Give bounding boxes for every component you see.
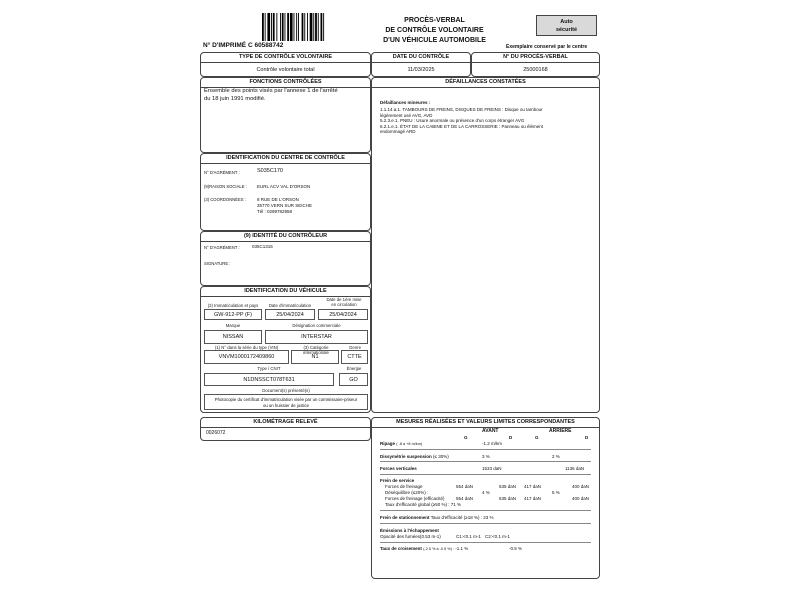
divider	[380, 461, 591, 462]
barcode-bar	[313, 13, 314, 41]
vertical-forces-front: 1533 daN	[482, 466, 502, 471]
model-value: INTERSTAR	[265, 330, 368, 344]
energy-value: GO	[339, 373, 368, 386]
barcode-bar	[307, 13, 308, 41]
control-type-box	[200, 52, 371, 77]
reg-label: (2) Immatriculation et pays	[207, 303, 259, 308]
rolling-limit: (-2.5 % à -0.5 %) :	[423, 547, 455, 551]
center-title: IDENTIFICATION DU CENTRE DE CONTRÔLE	[201, 154, 370, 164]
defect-line: endommagé ARD	[380, 129, 416, 135]
category-value: N1	[291, 350, 339, 364]
address-line: Tél : 0299782958	[257, 209, 293, 214]
barcode-bar	[294, 13, 295, 41]
divider	[380, 523, 591, 524]
barcode-bar	[265, 13, 266, 41]
center-agreement-value: S035C170	[257, 168, 283, 174]
signature-label: SIGNATURE :	[204, 261, 231, 266]
rolling-rear: -0.5 %	[509, 546, 523, 551]
defects-box	[371, 77, 600, 413]
barcode-bar	[290, 13, 293, 41]
imbalance-rear: 5 %	[552, 490, 560, 495]
barcode-bar	[315, 13, 317, 41]
controller-title: (9) IDENTITÉ DU CONTRÔLEUR	[201, 232, 370, 242]
form-number: N° D'IMPRIMÉ C 60588742	[203, 42, 284, 49]
category-label: (3) Catégorie internationale	[303, 345, 329, 355]
genre-value: CTTE	[341, 350, 368, 364]
date-box	[371, 52, 471, 77]
copy-note: Exemplaire conservé par le centre	[506, 44, 588, 50]
measures-title: MESURES RÉALISÉES ET VALEURS LIMITES CORRESPONDANTES	[372, 418, 599, 428]
controller-box	[200, 231, 371, 286]
barcode-bar	[280, 13, 281, 41]
ripage-label: Ripage	[380, 441, 396, 446]
center-address-label: (3) COORDONNÉES :	[204, 197, 246, 202]
barcode-bar	[285, 13, 286, 41]
ef-front-d: 535 daN	[499, 496, 517, 501]
suspension-front: 3 %	[482, 454, 490, 459]
global-efficiency: Taux d'efficacité global (≥50 %) : 71 %	[385, 502, 462, 507]
vin-label: (1) N° dans la série du type (VIN)	[214, 345, 279, 350]
parking-brake-label: Frein de stationnement	[380, 515, 430, 520]
genre-label: Genre	[349, 345, 361, 350]
suspension-limit: (≤ 30%)	[433, 454, 449, 459]
divider	[380, 449, 591, 450]
address-line: 35770 VERN SUR SEICHE	[257, 203, 313, 208]
center-company-value: EURL ACV VAL D'ORSON	[257, 184, 311, 189]
document-title	[362, 16, 507, 46]
barcode-bar	[321, 13, 323, 41]
barcode-bar	[276, 13, 277, 41]
pv-number-label: N° DU PROCÈS-VERBAL	[472, 53, 599, 63]
docs-line-1: Photocopie du certificat d'immatriculation visée par un commissaire-priseur	[214, 397, 358, 402]
pv-number-box	[471, 52, 600, 77]
docs-value	[204, 394, 368, 410]
docs-label: Document(s) présenté(s)	[262, 388, 310, 393]
divider	[380, 542, 591, 543]
ef-front-g: 554 daN	[456, 496, 474, 501]
barcode	[262, 13, 342, 41]
rolling-row	[380, 546, 468, 551]
pv-number-value: 25000168	[523, 67, 548, 73]
reg-date-value: 25/04/2024	[265, 309, 315, 320]
bf-front-g: 554 daN	[456, 484, 474, 489]
model-label: Désignation commerciale	[292, 323, 341, 328]
type-label: Type / CNIT	[257, 366, 281, 371]
reg-date-label: Date d'immatriculation	[268, 303, 312, 308]
first-use-label-line-2: en circulation	[331, 301, 357, 307]
defect-line: 5.2.3.e.1. PNEU : Usure anormale ou présence d'un corps étranger AVG	[380, 118, 525, 124]
emissions-label: Émissions à l'échappement	[380, 528, 439, 533]
center-company-label: (9)RAISON SOCIALE :	[204, 184, 247, 189]
controller-agreement-value: 035C1315	[252, 244, 273, 249]
rear-label: ARRIERE	[549, 428, 572, 434]
ef-rear-d: 400 daN	[572, 496, 590, 501]
center-address	[257, 197, 312, 215]
vertical-forces-label: Forces verticales	[380, 466, 417, 471]
service-brake-label: Frein de service	[380, 478, 415, 483]
barcode-bar	[273, 13, 275, 41]
barcode-bar	[262, 13, 264, 41]
stamp-line-2: sécurité	[555, 27, 578, 33]
rear-d: D	[585, 435, 589, 440]
ef-rear-g: 417 daN	[524, 496, 542, 501]
functions-text	[204, 88, 338, 103]
barcode-bar	[310, 13, 313, 41]
front-label: AVANT	[482, 428, 499, 434]
parking-brake-text: Taux d'efficacité (≥18 %) : 23 %	[430, 515, 494, 520]
mileage-box	[200, 417, 371, 441]
barcode-bar	[296, 13, 297, 41]
ripage-value: -1.2 m/km	[482, 441, 503, 446]
rolling-front: -1.1 %	[455, 546, 469, 551]
barcode-bar	[323, 13, 324, 41]
controller-agreement-label: N° D'AGRÉMENT :	[204, 245, 240, 250]
barcode-bar	[298, 13, 299, 41]
parking-brake-row	[380, 515, 493, 520]
vin-value: VNVM1000172409860	[204, 350, 289, 364]
suspension-row	[380, 454, 449, 459]
first-use-value: 25/04/2024	[318, 309, 368, 320]
defects-title: DÉFAILLANCES CONSTATÉES	[372, 78, 599, 88]
reg-value: GW-912-PP (F)	[204, 309, 262, 320]
control-type-label: TYPE DE CONTRÔLE VOLONTAIRE	[201, 53, 370, 63]
barcode-bar	[304, 13, 305, 41]
braking-forces-label: Forces de freinage	[385, 484, 423, 489]
rear-g: G	[535, 435, 539, 440]
rolling-label: Taux de croisement	[380, 546, 422, 551]
mileage-title: KILOMÉTRAGE RELEVÉ	[201, 418, 370, 428]
vehicle-title: IDENTIFICATION DU VÉHICULE	[201, 287, 370, 297]
functions-line-1: Ensemble des points visés par l'annexe 1 de l'arrêté	[204, 88, 338, 94]
barcode-bar	[271, 13, 272, 41]
date-value: 11/03/2025	[407, 67, 435, 73]
ripage-row	[380, 441, 422, 446]
auto-securite-stamp	[536, 15, 597, 36]
opacity-c2: C2:<0.1 m-1	[485, 534, 510, 539]
opacity-c1: C1:<0.1 m-1	[456, 534, 481, 539]
type-value: N1DNSSCT078T631	[204, 373, 334, 386]
brand-label: Marque	[225, 323, 241, 328]
defects-list	[380, 107, 543, 135]
center-agreement-label: N° D'AGRÉMENT :	[204, 170, 240, 175]
defect-line: 1.1.14.a.1. TAMBOURS DE FREINS, DISQUES DE FREINS : Disque ou tambour	[380, 107, 543, 112]
bf-rear-g: 417 daN	[524, 484, 542, 489]
imbalance-front: 4 %	[482, 490, 490, 495]
functions-line-2: du 18 juin 1991 modifié.	[204, 95, 266, 102]
brand-value: NISSAN	[204, 330, 262, 344]
vertical-forces-rear: 1136 daN	[565, 466, 585, 471]
title-line-2: DE CONTRÔLE VOLONTAIRE	[385, 27, 484, 34]
barcode-bar	[318, 13, 319, 41]
ripage-limit: ( -8 à +8 m/km)	[396, 442, 423, 446]
date-label: DATE DU CONTRÔLE	[372, 53, 470, 63]
suspension-rear: 2 %	[552, 454, 560, 459]
efficiency-forces-label: Forces de freinage (efficacité)	[385, 496, 445, 501]
bf-front-d: 535 daN	[499, 484, 517, 489]
barcode-bar	[267, 13, 270, 41]
functions-box	[200, 77, 371, 153]
mileage-value: 0026072	[206, 430, 226, 436]
defect-line: 6.2.1.e.1. ÉTAT DE LA CABINE ET DE LA CARROSSERIE : Panneau ou élément	[380, 123, 543, 129]
docs-line-2: ou un huissier de justice	[262, 402, 310, 408]
front-g: G	[464, 435, 468, 440]
divider	[380, 474, 591, 475]
measures-box	[371, 417, 600, 579]
functions-title: FONCTIONS CONTRÔLÉES	[201, 78, 370, 88]
control-type-value: Contrôle volontaire total	[256, 67, 315, 73]
barcode-bar	[282, 13, 284, 41]
opacity-label: Opacité des fumées(0.53 m-1)	[380, 534, 441, 539]
defects-subtitle: Défaillances mineures :	[380, 100, 431, 105]
barcode-bar	[287, 13, 289, 41]
energy-label: Énergie	[346, 366, 362, 371]
center-box	[200, 153, 371, 231]
imbalance-label: Déséquilibre (≤20%) :	[385, 490, 429, 495]
address-line: 8 RUE DE L'ORSON	[257, 197, 299, 202]
defect-line: légèrement usé AVG, AVD	[380, 112, 433, 118]
barcode-bar	[302, 13, 304, 41]
stamp-line-1: Auto	[560, 19, 573, 25]
suspension-label: Dissymétrie suspension	[380, 454, 432, 459]
bf-rear-d: 400 daN	[572, 484, 590, 489]
divider	[380, 510, 591, 511]
first-use-label-line-1: Date de 1ère mise	[326, 297, 362, 302]
front-d: D	[509, 435, 513, 440]
vehicle-box	[200, 286, 371, 413]
title-line-1: PROCÈS-VERBAL	[404, 17, 465, 24]
title-line-3: D'UN VÉHICULE AUTOMOBILE	[383, 37, 486, 44]
first-use-label	[318, 298, 370, 307]
